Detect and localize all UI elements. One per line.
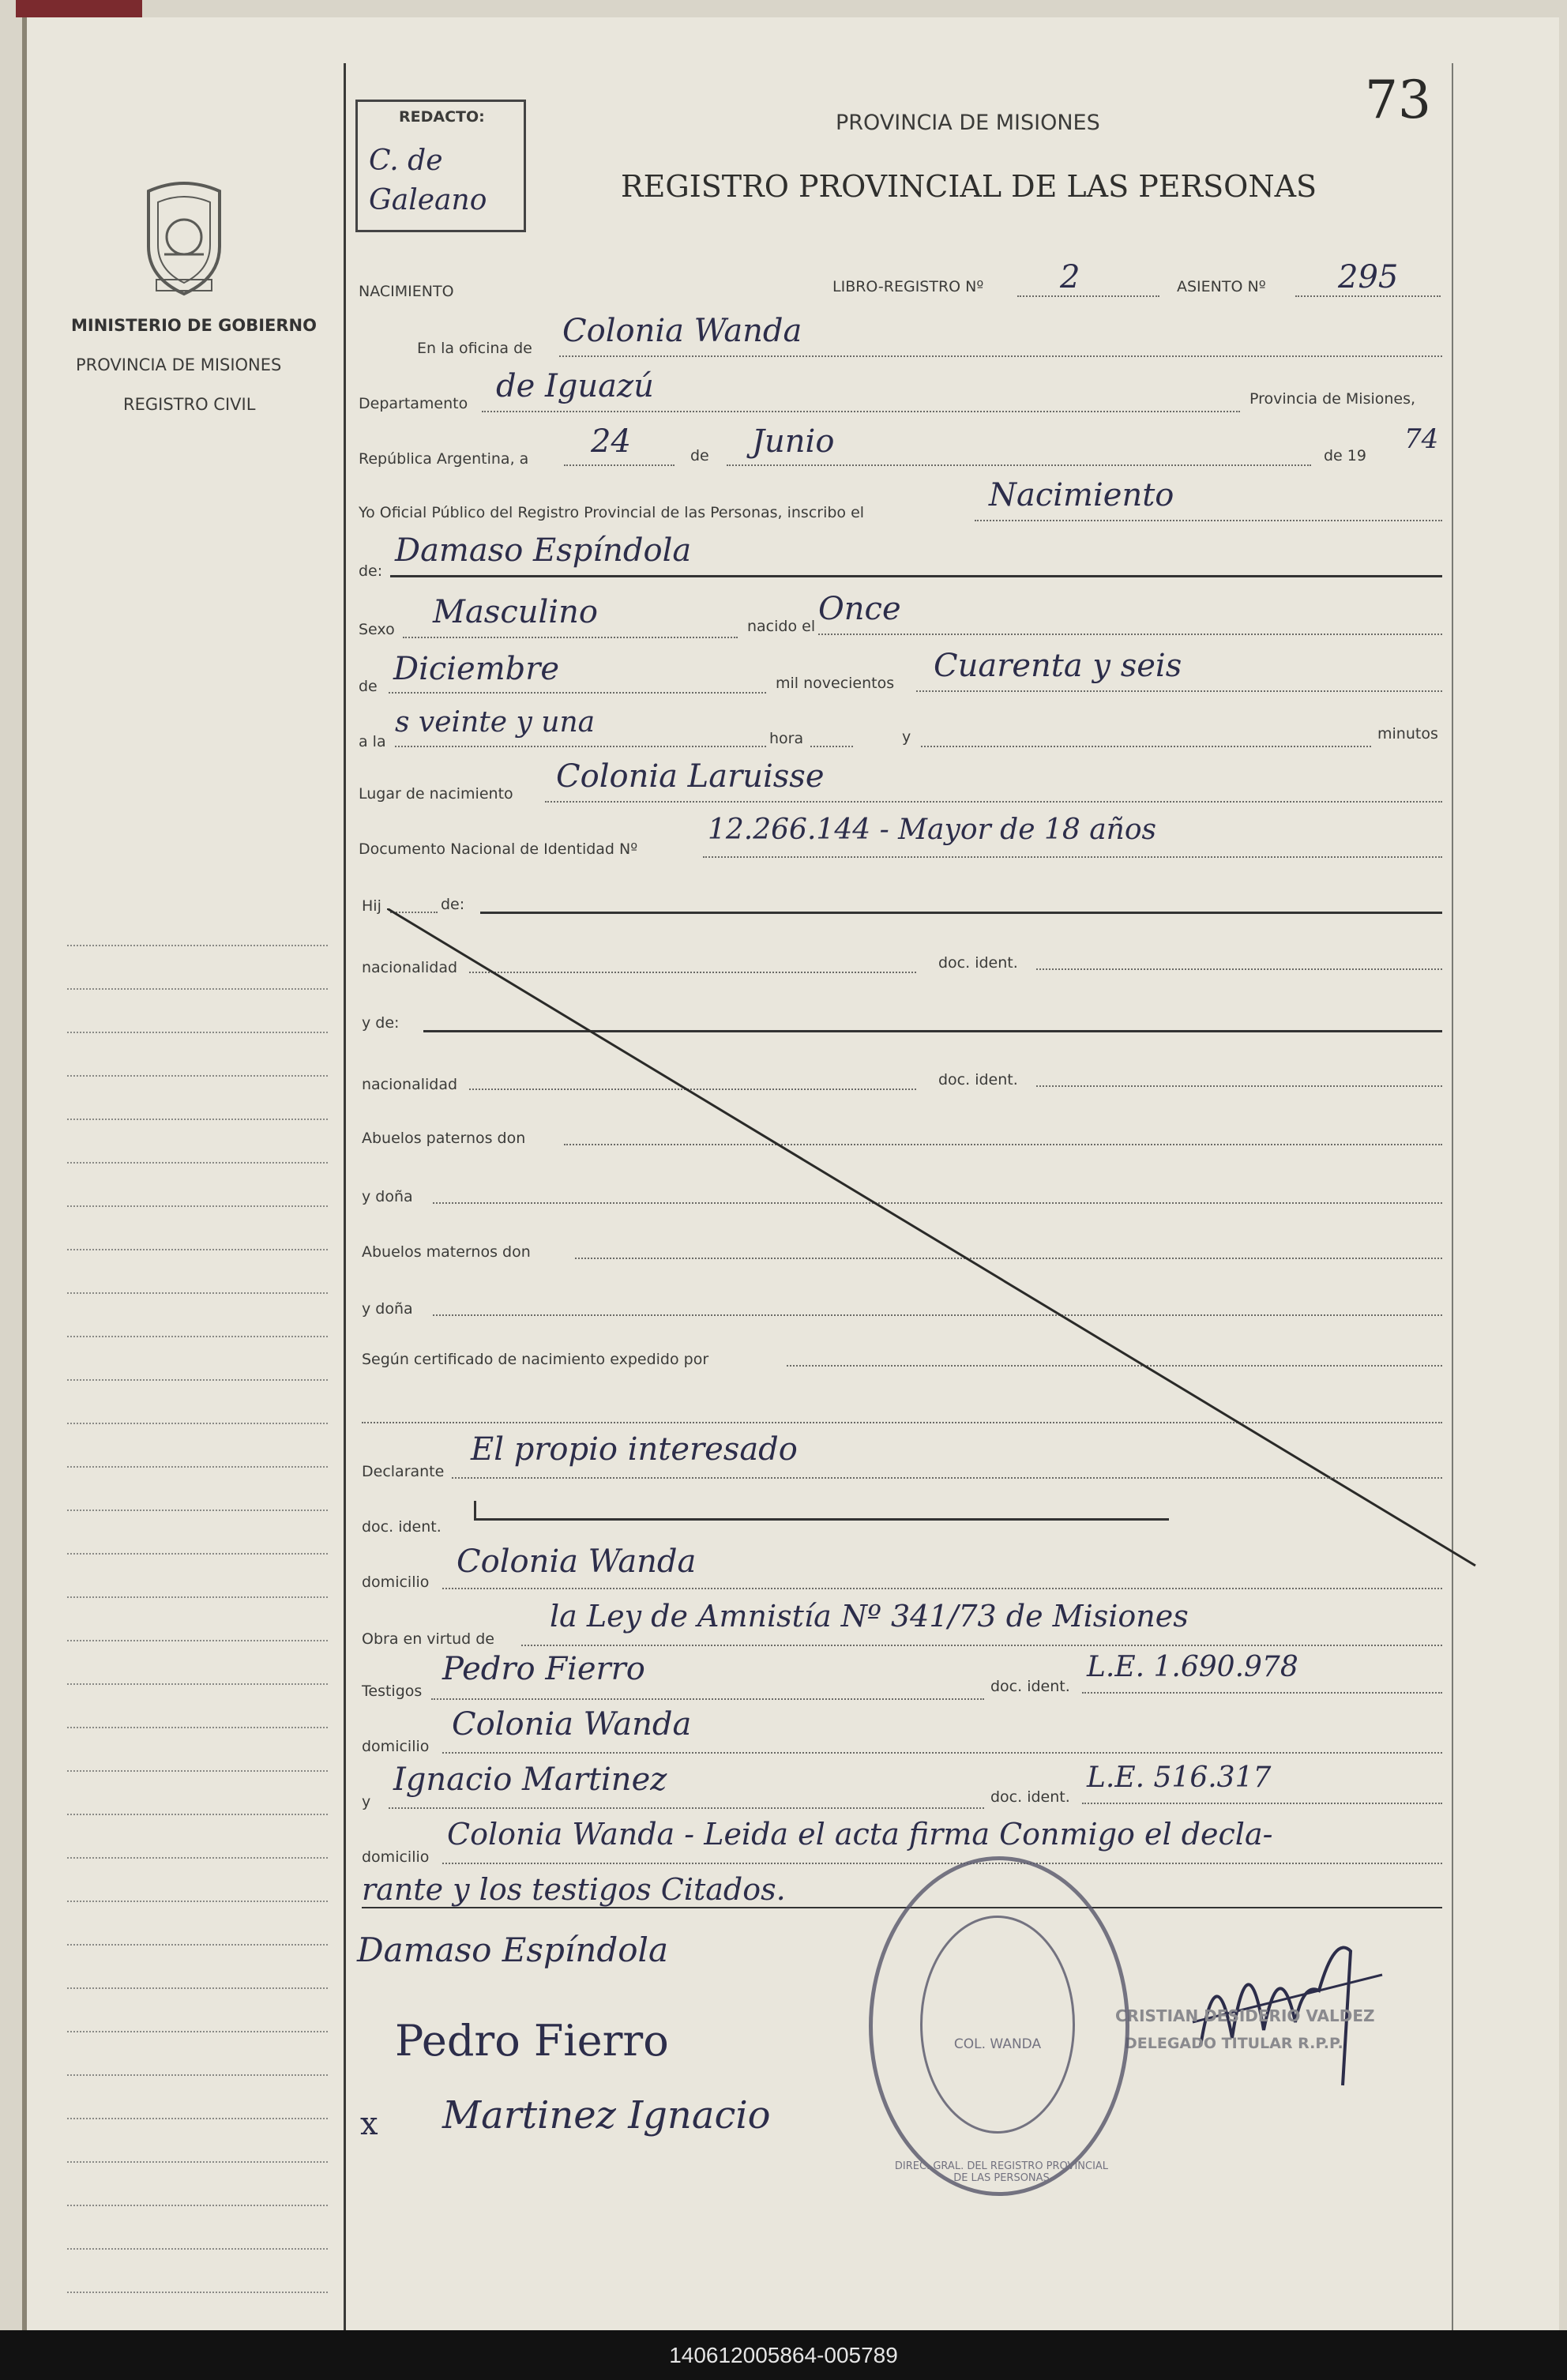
margin-line: [67, 988, 328, 990]
abuelos-maternos-label: Abuelos maternos don: [362, 1243, 531, 1261]
testigos-label: Testigos: [362, 1683, 423, 1700]
y-label: y: [902, 728, 911, 746]
departamento-label: Departamento: [359, 395, 468, 412]
anio-value: 74: [1404, 423, 1439, 455]
nombre-line: [390, 575, 1442, 577]
hora-dots: [810, 746, 853, 747]
sexo-value: Masculino: [433, 594, 598, 630]
domicilio3-line: [442, 1863, 1442, 1864]
declarante-label: Declarante: [362, 1463, 445, 1480]
signature-testigo1: Pedro Fierro: [395, 2016, 669, 2066]
margin-line: [67, 1857, 328, 1859]
margin-line: [67, 1510, 328, 1511]
redacto-label: REDACTO:: [399, 108, 485, 126]
declarante-value: El propio interesado: [471, 1431, 798, 1468]
hij-label: Hij: [362, 897, 381, 915]
seal-inner-ring: [920, 1916, 1075, 2134]
hora-line: [395, 746, 766, 747]
oficina-line: [559, 355, 1442, 357]
testigo2-doc: L.E. 516.317: [1087, 1762, 1272, 1794]
domicilio2-value: Colonia Wanda: [452, 1706, 692, 1743]
cancel-diagonal: [387, 908, 1485, 1572]
yde-label: y de:: [362, 1014, 400, 1032]
docident3-label: doc. ident.: [362, 1518, 442, 1536]
obra-value: la Ley de Amnistía Nº 341/73 de Misiones: [550, 1599, 1189, 1634]
signature-declarante: Damaso Espíndola: [357, 1931, 668, 1969]
mil-label: mil novecientos: [776, 675, 895, 692]
margin-line: [67, 2161, 328, 2163]
asiento-value: 295: [1338, 259, 1399, 295]
docident2-label: doc. ident.: [938, 1071, 1018, 1088]
docident4-label: doc. ident.: [990, 1678, 1070, 1695]
documento-value: 12.266.144 - Mayor de 18 años: [708, 814, 1157, 846]
stamp-name: CRISTIAN DESIDERIO VALDEZ: [1115, 2006, 1375, 2025]
mes-line: [727, 464, 1311, 466]
nacionalidad2-label: nacionalidad: [362, 1076, 458, 1093]
header-province: PROVINCIA DE MISIONES: [836, 111, 1100, 135]
y-dona1-label: y doña: [362, 1188, 413, 1205]
y2-label: y: [362, 1793, 371, 1810]
redacto-box: [355, 100, 526, 232]
minutos-label: minutos: [1377, 725, 1438, 743]
provincia-suffix: Provincia de Misiones,: [1249, 390, 1416, 408]
mes2-line: [389, 692, 766, 694]
nombre-value: Damaso Espíndola: [395, 532, 692, 569]
testigo1-doc-line: [1082, 1692, 1442, 1694]
margin-line: [67, 1032, 328, 1033]
nacido-line: [818, 634, 1442, 635]
margin-line: [67, 1292, 328, 1294]
anio-label: de 19: [1324, 447, 1366, 464]
margin-line: [67, 1336, 328, 1337]
margin-line: [67, 2292, 328, 2293]
margin-line: [67, 1379, 328, 1381]
margin-line: [67, 1423, 328, 1424]
docident3-tick: [474, 1501, 476, 1520]
sexo-line: [403, 637, 738, 638]
domicilio2-label: domicilio: [362, 1738, 430, 1755]
lugar-label: Lugar de nacimiento: [359, 785, 513, 803]
de3-label: de:: [441, 896, 465, 913]
obra-line: [521, 1645, 1442, 1646]
docident1-label: doc. ident.: [938, 954, 1018, 972]
mil-value: Cuarenta y seis: [934, 648, 1182, 684]
abuelos-paternos-label: Abuelos paternos don: [362, 1130, 526, 1147]
margin-line: [67, 1987, 328, 1989]
hora-label: hora: [769, 730, 804, 747]
margin-line: [67, 1901, 328, 1902]
official-signature-icon: [1185, 1904, 1390, 2093]
margin-line: [67, 1727, 328, 1728]
ala-label: a la: [359, 733, 386, 750]
redacto-value: C. de Galeano: [369, 145, 487, 216]
domicilio2-line: [442, 1752, 1442, 1754]
departamento-line: [482, 411, 1240, 412]
margin-line: [67, 945, 328, 946]
seal-center-text: COL. WANDA: [953, 2036, 1042, 2052]
segun-label: Según certificado de nacimiento expedido por: [362, 1351, 709, 1368]
margin-line: [67, 1640, 328, 1641]
docident5-label: doc. ident.: [990, 1788, 1070, 1806]
dia-line: [564, 464, 675, 466]
minutos-line: [921, 746, 1371, 747]
testigo2-doc-line: [1082, 1803, 1442, 1804]
margin-line: [67, 1075, 328, 1077]
de2-label: de: [359, 678, 378, 695]
crest-icon: [133, 175, 235, 297]
margin-line: [67, 2118, 328, 2119]
libro-value: 2: [1060, 259, 1080, 295]
margin-line: [67, 1162, 328, 1164]
book-cover-strip: [16, 0, 142, 17]
declarante-line: [452, 1477, 1442, 1479]
republica-label: República Argentina, a: [359, 450, 529, 468]
margin-line: [67, 1553, 328, 1555]
margin-line: [67, 2248, 328, 2250]
mes-value: Junio: [752, 423, 835, 460]
documento-line: [703, 856, 1442, 858]
asiento-label: ASIENTO Nº: [1177, 278, 1266, 295]
testigo2-line: [389, 1807, 984, 1809]
de-colon-label: de:: [359, 562, 383, 580]
documento-label: Documento Nacional de Identidad Nº: [359, 840, 638, 858]
margin-line: [67, 1596, 328, 1598]
oficina-label: En la oficina de: [417, 340, 532, 357]
asiento-line: [1295, 295, 1441, 297]
margin-rule: [344, 63, 346, 2330]
closing-value: rante y los testigos Citados.: [362, 1872, 786, 1907]
margin-line: [67, 2205, 328, 2206]
signature-x-mark: x: [360, 2106, 378, 2142]
signature-testigo2: Martinez Ignacio: [442, 2093, 771, 2137]
sexo-label: Sexo: [359, 621, 395, 638]
footer-id: 140612005864-005789: [0, 2330, 1567, 2380]
margin-line: [67, 2031, 328, 2032]
sidebar-province: PROVINCIA DE MISIONES: [76, 355, 282, 374]
lugar-line: [545, 801, 1442, 803]
inscribo-value: Nacimiento: [989, 477, 1174, 513]
margin-line: [67, 1466, 328, 1468]
mil-line: [916, 690, 1442, 692]
inscribo-line: [975, 520, 1442, 521]
testigo1-doc: L.E. 1.690.978: [1087, 1651, 1298, 1683]
stamp-title: DELEGADO TITULAR R.P.P.: [1125, 2035, 1343, 2052]
margin-line: [67, 1814, 328, 1815]
margin-line: [67, 1770, 328, 1772]
yo-oficial-text: Yo Oficial Público del Registro Provincial de las Personas, inscribo el: [359, 504, 865, 521]
obra-label: Obra en virtud de: [362, 1630, 494, 1648]
nacido-value: Once: [818, 591, 901, 627]
official-seal: [869, 1856, 1129, 2196]
domicilio1-label: domicilio: [362, 1574, 430, 1591]
oficina-value: Colonia Wanda: [562, 313, 802, 349]
docident3-line: [474, 1518, 1169, 1521]
margin-line: [67, 1119, 328, 1120]
nacionalidad1-label: nacionalidad: [362, 959, 458, 976]
libro-label: LIBRO-REGISTRO Nº: [832, 278, 984, 295]
nacido-label: nacido el: [747, 618, 816, 635]
testigo1-value: Pedro Fierro: [442, 1651, 645, 1687]
domicilio3-value: Colonia Wanda - Leida el acta firma Conmigo el decla-: [447, 1817, 1273, 1852]
header-title: REGISTRO PROVINCIAL DE LAS PERSONAS: [621, 169, 1317, 204]
sidebar-registry: REGISTRO CIVIL: [123, 395, 256, 414]
lugar-value: Colonia Laruisse: [556, 758, 825, 795]
margin-line: [67, 1249, 328, 1250]
margin-line: [67, 1205, 328, 1207]
departamento-value: de Iguazú: [496, 368, 654, 404]
hora-value: s veinte y una: [395, 706, 596, 739]
y-dona2-label: y doña: [362, 1300, 413, 1318]
mes2-value: Diciembre: [393, 651, 560, 687]
sidebar-ministry: MINISTERIO DE GOBIERNO: [71, 316, 317, 335]
domicilio1-line: [442, 1588, 1442, 1589]
margin-line: [67, 1944, 328, 1946]
testigo2-value: Ignacio Martinez: [393, 1762, 667, 1798]
testigo1-line: [431, 1698, 984, 1700]
libro-line: [1017, 295, 1159, 297]
dia-value: 24: [591, 423, 631, 460]
domicilio3-label: domicilio: [362, 1848, 430, 1866]
page-number: 73: [1365, 70, 1431, 130]
margin-line: [67, 2074, 328, 2076]
domicilio1-value: Colonia Wanda: [457, 1543, 697, 1580]
nacimiento-label: NACIMIENTO: [359, 283, 454, 300]
margin-line: [67, 1683, 328, 1685]
de-label: de: [690, 447, 709, 464]
seal-ring-text: DIREC. GRAL. DEL REGISTRO PROVINCIAL DE LAS PERSONAS: [894, 2160, 1109, 2184]
